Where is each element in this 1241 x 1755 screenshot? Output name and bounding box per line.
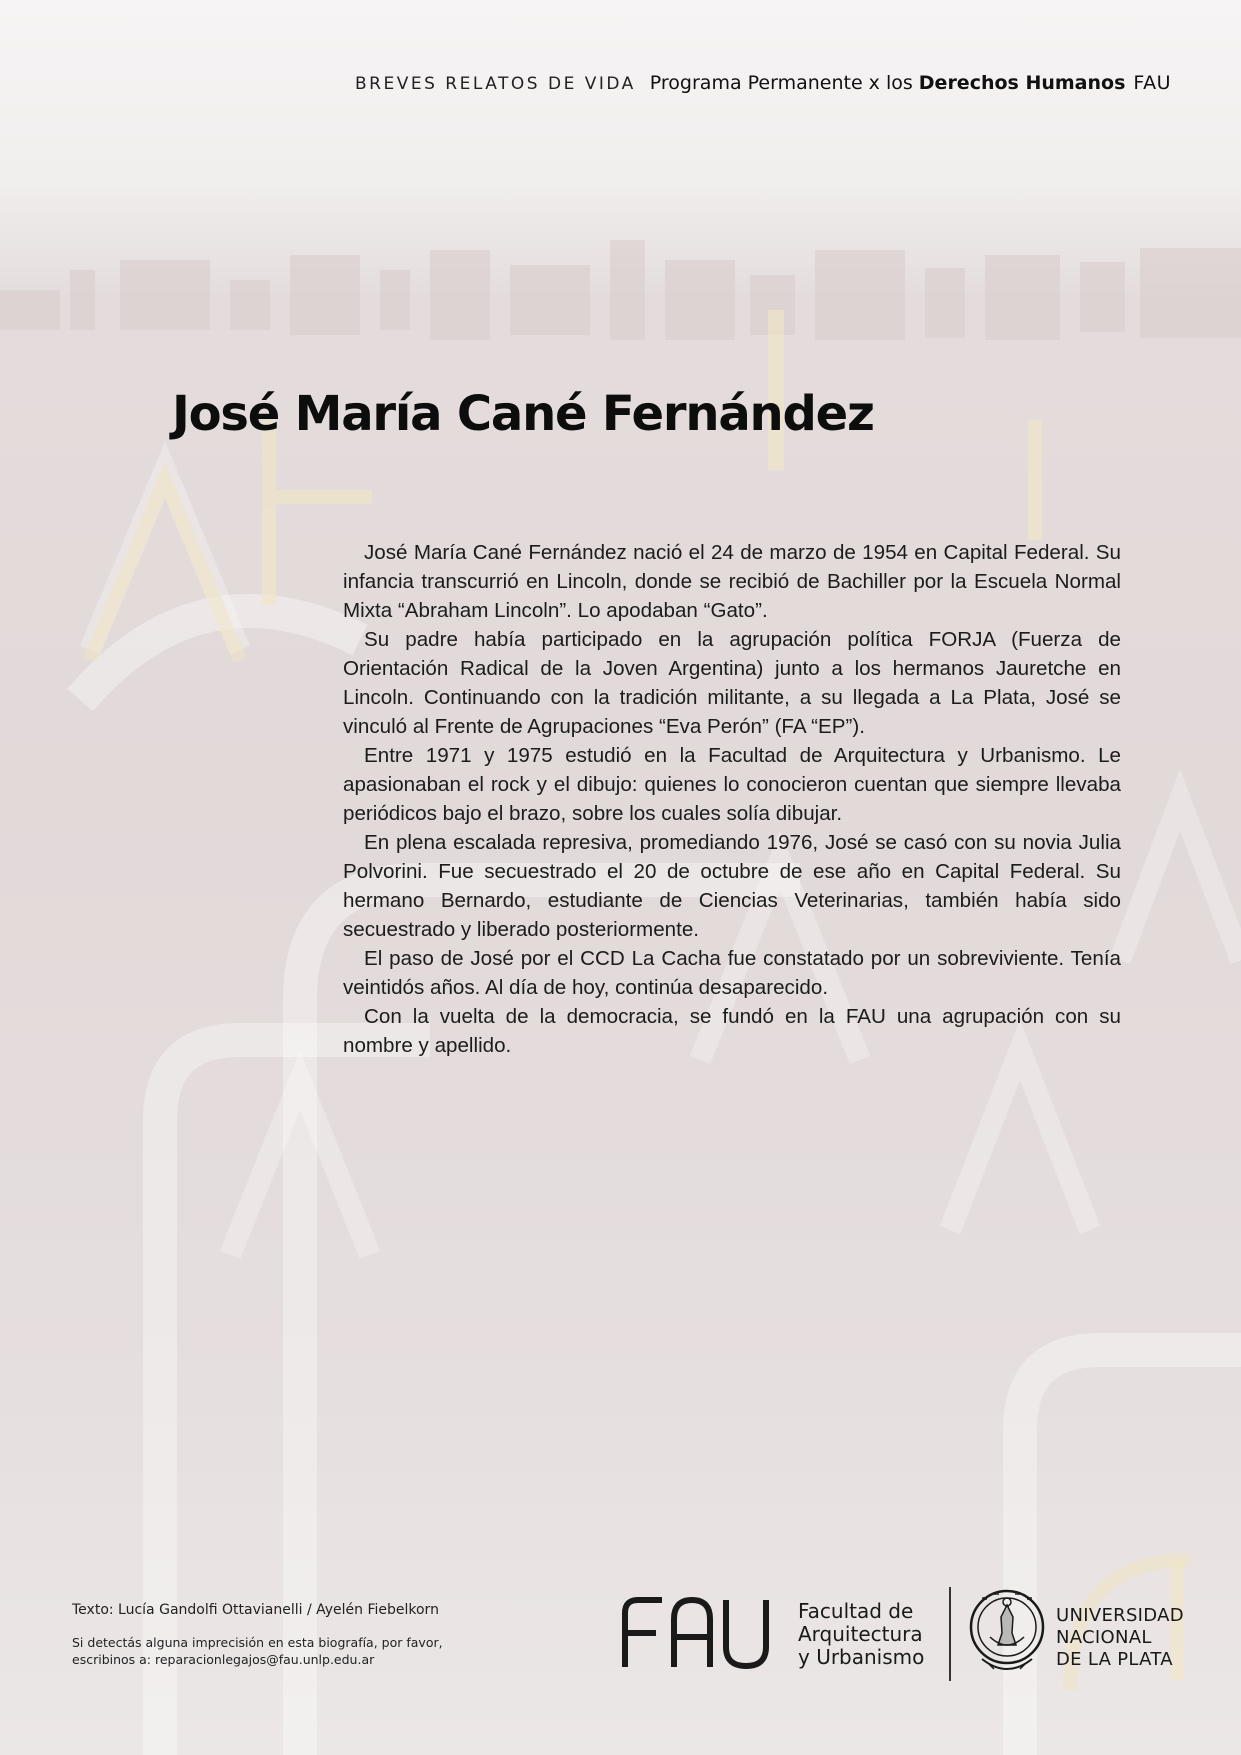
credits bbox=[72, 1602, 542, 1668]
biography-paragraph: Con la vuelta de la democracia, se fundó en la FAU una agrupación con su nombre y apellido. bbox=[343, 1005, 1121, 1057]
faculty-name bbox=[798, 1600, 924, 1669]
faculty-name-line: Facultad de bbox=[798, 1599, 914, 1623]
correction-note-email-line: escribinos a: reparacionlegajos@fau.unlp.edu.ar bbox=[72, 1652, 375, 1667]
biography-paragraph: José María Cané Fernández nació el 24 de marzo de 1954 en Capital Federal. Su infancia transcurrió en Lincoln, donde se recibió de Bachiller por la Escuela Normal Mixta “Abraham Lincoln”. Lo apodaban “Gato”. bbox=[343, 541, 1121, 622]
university-name-line: NACIONAL bbox=[1056, 1627, 1152, 1648]
program-label-bold: Derechos Humanos bbox=[918, 72, 1126, 94]
series-label: BREVES RELATOS DE VIDA bbox=[355, 74, 636, 94]
university-name bbox=[1056, 1605, 1184, 1671]
biography-paragraph: Entre 1971 y 1975 estudió en la Facultad de Arquitectura y Urbanismo. Le apasionaban el rock y el dibujo: quienes lo conocieron cuentan que siempre llevaba periódicos bajo el brazo, sobre los cuales solía dibujar. bbox=[343, 744, 1121, 825]
fau-logo bbox=[622, 1597, 770, 1669]
page-header bbox=[355, 72, 1171, 98]
university-name-line: DE LA PLATA bbox=[1056, 1649, 1173, 1670]
org-label: FAU bbox=[1133, 72, 1171, 94]
page-title: José María Cané Fernández bbox=[172, 386, 874, 442]
biography-paragraph: El paso de José por el CCD La Cacha fue constatado por un sobreviviente. Tenía veintidós años. Al día de hoy, continúa desaparecido. bbox=[343, 947, 1121, 999]
university-seal-icon bbox=[968, 1587, 1046, 1677]
correction-note bbox=[72, 1634, 542, 1668]
biography-paragraph: Su padre había participado en la agrupación política FORJA (Fuerza de Orientación Radical de la Joven Argentina) junto a los hermanos Jauretche en Lincoln. Continuando con la tradición militante, a su llegada a La Plata, José se vinculó al Frente de Agrupaciones “Eva Perón” (FA “EP”). bbox=[343, 628, 1121, 738]
logo-divider bbox=[949, 1587, 951, 1681]
author-credit: Texto: Lucía Gandolfi Ottavianelli / Ayelén Fiebelkorn bbox=[72, 1602, 439, 1618]
program-label: Programa Permanente x los bbox=[649, 72, 913, 94]
faculty-name-line: y Urbanismo bbox=[798, 1645, 925, 1669]
biography-paragraph: En plena escalada represiva, promediando 1976, José se casó con su novia Julia Polvorini. Fue secuestrado el 20 de octubre de ese año en Capital Federal. Su hermano Bernardo, estudiante de Ciencias Veterinarias, también había sido secuestrado y liberado posteriormente. bbox=[343, 831, 1121, 941]
faculty-name-line: Arquitectura bbox=[798, 1622, 923, 1646]
biography-text bbox=[343, 538, 1121, 1060]
university-name-line: UNIVERSIDAD bbox=[1056, 1605, 1184, 1626]
correction-note-line: Si detectás alguna imprecisión en esta biografía, por favor, bbox=[72, 1635, 443, 1650]
